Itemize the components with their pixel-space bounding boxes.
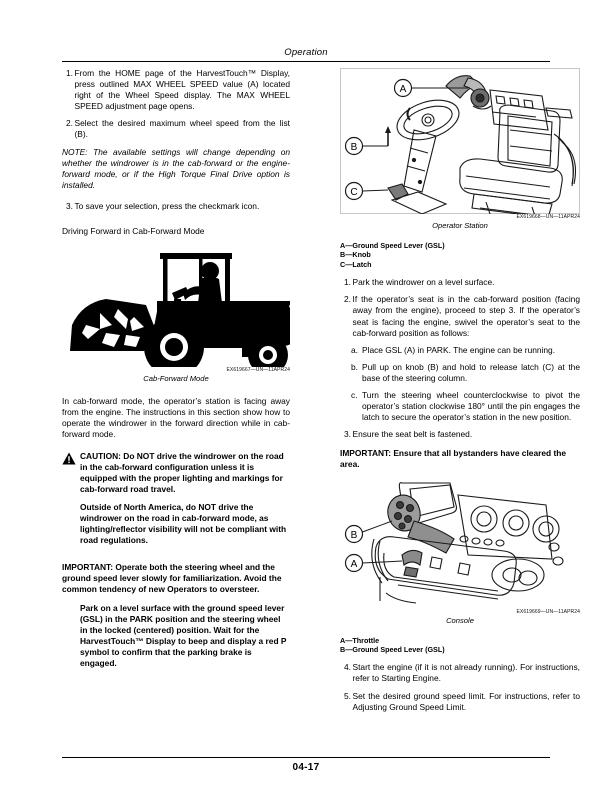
list-item: [340, 294, 580, 338]
section-heading: Driving Forward in Cab-Forward Mode: [62, 226, 205, 237]
step-text: To save your selection, press the checkmark icon.: [74, 200, 260, 211]
step-number: 3.: [66, 200, 73, 211]
note-block: [62, 147, 290, 191]
sub-list-item: [340, 390, 580, 423]
page-number: 04-17: [292, 762, 320, 773]
operator-station-line-art-icon: [340, 68, 580, 214]
list-item: [62, 68, 290, 112]
figure-caption: Cab-Forward Mode: [143, 374, 209, 384]
important-block-2: Park on a level surface with the ground speed lever (GSL) in the PARK position and the steering wheel in the locked (centered) position. Wait for the HarvestTouch™ Display to beep and display a red P symbol to confirm that the parking brake is engaged.: [80, 602, 287, 668]
step-text: Ensure the seat belt is fastened.: [352, 429, 473, 440]
figure-code: EX619667—UN—11APR24: [226, 367, 290, 374]
important-block-1: [62, 562, 290, 595]
step-text: Set the desired ground speed limit. For instructions, refer to Adjusting Ground Speed Limit.: [352, 690, 580, 712]
header-rule: [62, 61, 550, 62]
header-title: Operation: [284, 47, 328, 58]
step-text: If the operator’s seat is in the cab-forward position (facing away from the engine), proceed to step 3. If the operator’s seat is facing the engine, swivel the operator’s seat to the cab-forward position as follows:: [352, 294, 580, 338]
legend-console: [340, 636, 580, 655]
step-number: 4.: [344, 662, 351, 673]
substep-number: b.: [351, 361, 358, 372]
list-item: [62, 201, 290, 212]
note-label: NOTE:: [62, 146, 88, 157]
svg-text:A: A: [399, 84, 407, 95]
callout-b: [346, 521, 393, 543]
caution-block: [62, 451, 290, 495]
step-number: 1.: [344, 277, 351, 288]
list-item: [62, 118, 290, 140]
step-number: 3.: [344, 429, 351, 440]
console-line-art-icon: [340, 481, 580, 609]
right-column: [340, 68, 580, 719]
warning-triangle-icon: [62, 452, 76, 465]
sub-list-item: [340, 345, 580, 356]
caution-paragraph-1: CAUTION: Do NOT drive the windrower on the road in the cab-forward configuration unless it is equipped with the proper lighting and markings for cab-forward road travel.: [80, 450, 284, 494]
cab-forward-windrower-silhouette: [62, 249, 290, 367]
step-text: Start the engine (if it is not already running). For instructions, refer to Starting Engine.: [352, 662, 580, 684]
svg-text:B: B: [350, 142, 358, 153]
list-item: [340, 691, 580, 713]
legend-item: C—Latch: [340, 259, 372, 269]
legend-item: B—Knob: [340, 250, 371, 260]
page-header: [62, 42, 550, 60]
figure-code: EX619669—UN—11APR24: [516, 608, 580, 615]
substep-text: Pull up on knob (B) and hold to release latch (C) at the base of the steering column.: [362, 361, 580, 383]
footer-rule: [62, 757, 550, 758]
legend-item: A—Throttle: [340, 635, 380, 645]
step-number: 1.: [66, 68, 73, 78]
step-number: 5.: [344, 690, 351, 701]
substep-number: a.: [351, 344, 358, 355]
operator-station-illustration: [340, 68, 580, 214]
list-item: [340, 429, 580, 440]
figure-cab-forward-mode: [62, 249, 290, 384]
substep-text: Turn the steering wheel counterclockwise to pivot the operator’s station clockwise 180° until the pin engages the latch to secure the operator’s station in the new position.: [362, 389, 580, 423]
left-column: [62, 68, 290, 676]
legend-operator-station: [340, 241, 580, 269]
svg-text:A: A: [350, 558, 358, 570]
figure-console: [340, 481, 580, 626]
body-paragraph: In cab-forward mode, the operator’s station is facing away from the engine. The instructions in this section show how to operate the windrower in the forward direction while in cab-forward mode.: [62, 396, 290, 440]
figure-caption: Console: [446, 615, 474, 625]
svg-text:B: B: [350, 529, 358, 541]
list-item: [340, 277, 580, 288]
callout-b: [346, 126, 392, 155]
sub-list-item: [340, 362, 580, 384]
step-text: Select the desired maximum wheel speed from the list (B).: [74, 118, 290, 140]
svg-text:C: C: [350, 187, 358, 198]
substep-text: Place GSL (A) in PARK. The engine can be running.: [362, 344, 556, 355]
callout-c: [346, 183, 389, 200]
important-text-1: IMPORTANT: Operate both the steering wheel and the ground speed lever slowly for familiarization. Avoid the common tendency of new Operators to oversteer.: [62, 562, 282, 595]
step-text: Park the windrower on a level surface.: [352, 277, 495, 288]
legend-item: B—Ground Speed Lever (GSL): [340, 644, 445, 654]
callout-a: [346, 554, 403, 571]
step-text: From the HOME page of the HarvestTouch™ Display, press outlined MAX WHEEL SPEED value (A) located right of the Wheel Speed display. The MAX WHEEL SPEED adjustment page opens.: [74, 68, 290, 112]
figure-code: EX619668—UN—11APR24: [516, 214, 580, 220]
note-text: The available settings will change depending on whether the windrower is in the cab-forward or the engine-forward mode, or if the High Torque Final Drive option is installed.: [62, 146, 291, 190]
list-item: [340, 662, 580, 684]
important-block-right: IMPORTANT: Ensure that all bystanders have cleared the area.: [340, 448, 567, 470]
step-number: 2.: [344, 294, 351, 305]
figure-operator-station: [340, 68, 580, 231]
legend-item: A—Ground Speed Lever (GSL): [340, 241, 445, 250]
windrower-silhouette-icon: [62, 249, 290, 367]
console-illustration: [340, 481, 580, 609]
step-number: 2.: [66, 118, 73, 129]
figure-caption: Operator Station: [432, 221, 488, 230]
substep-number: c.: [351, 389, 358, 400]
caution-paragraph-2: Outside of North America, do NOT drive the windrower on the road in cab-forward mode, as lighting/reflector visibility will not be compliant with road regulations.: [80, 501, 287, 546]
